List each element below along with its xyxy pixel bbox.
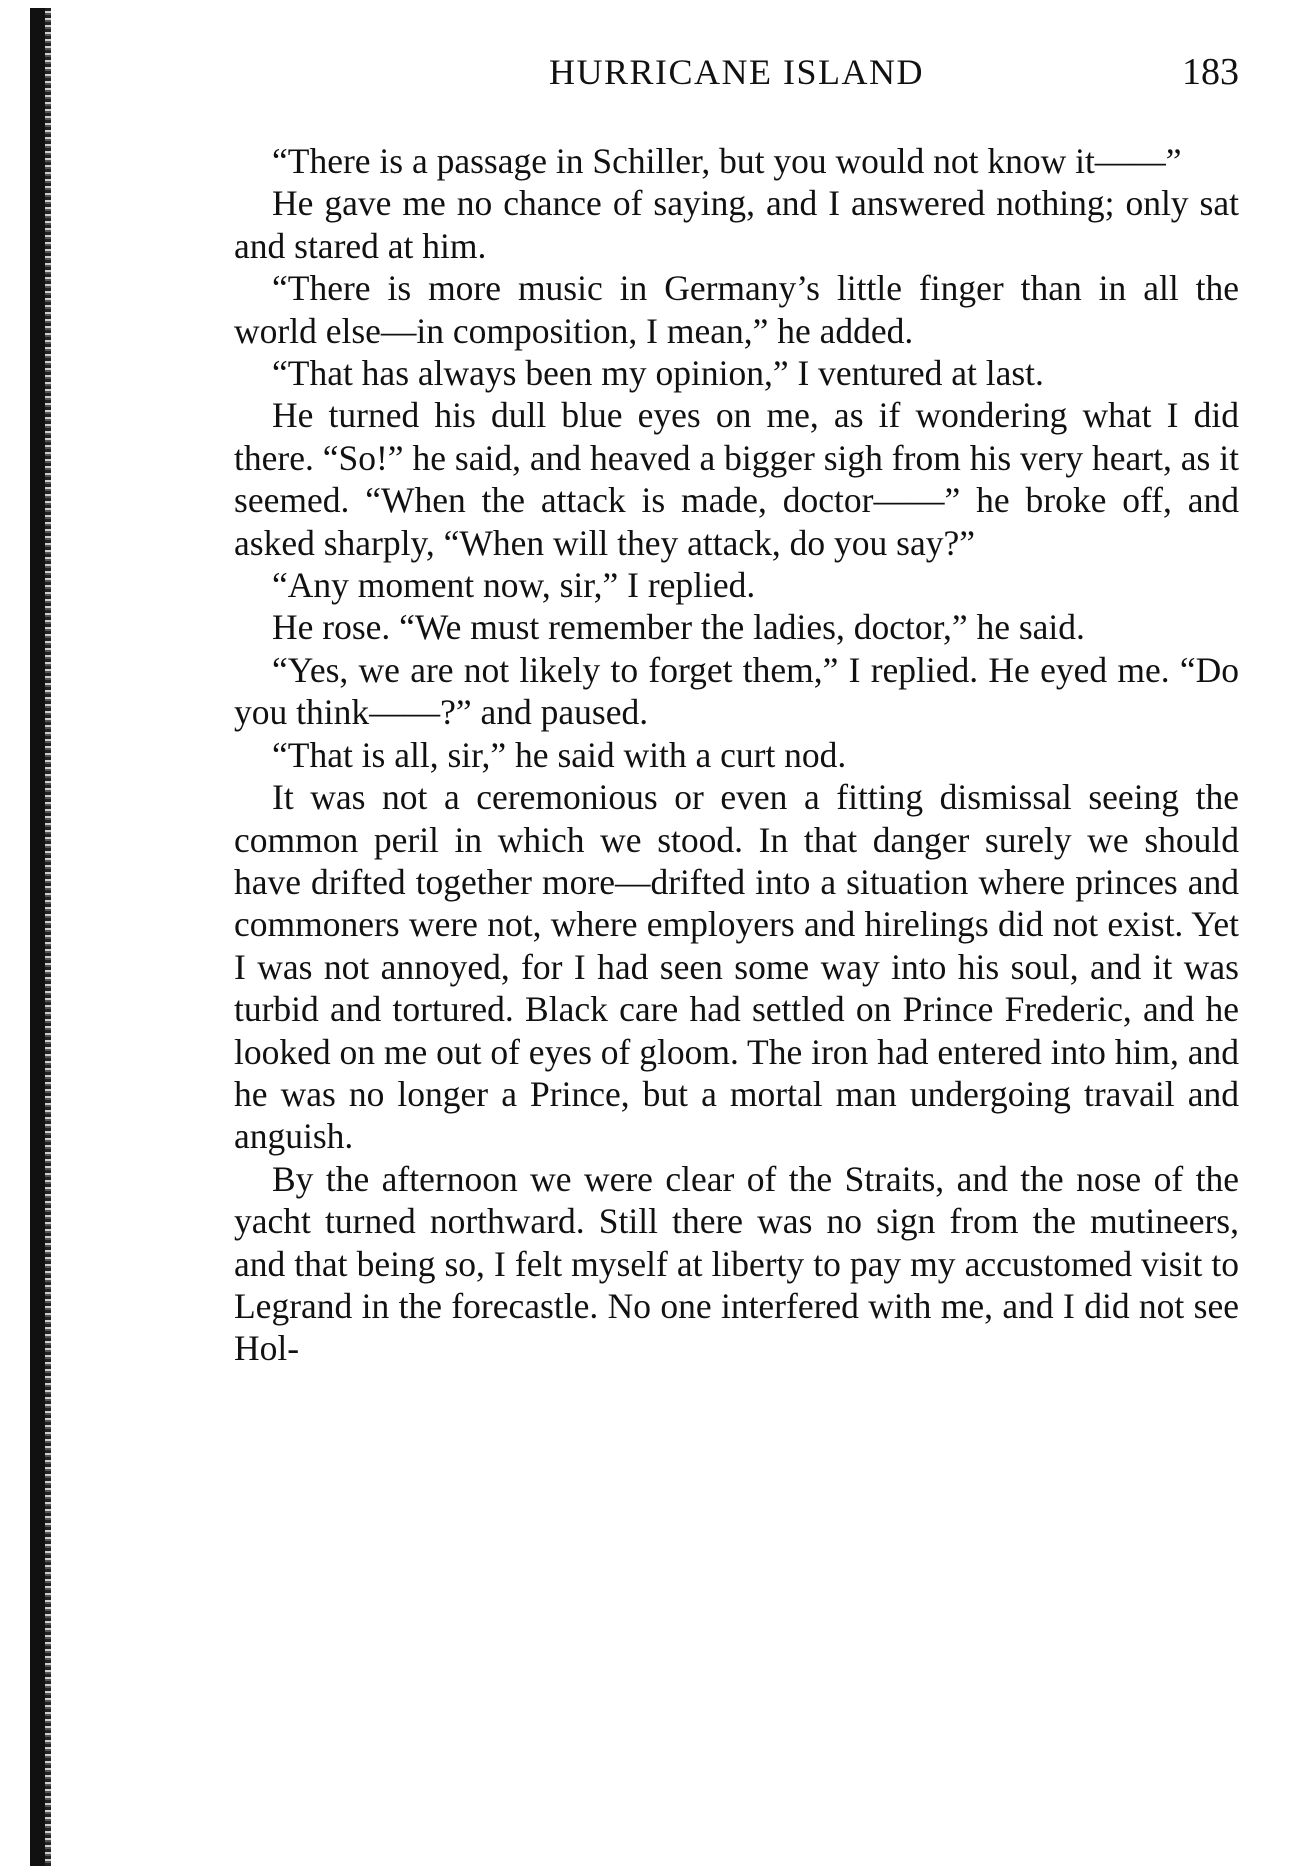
running-title: HURRICANE ISLAND <box>549 52 924 92</box>
paragraph: “Yes, we are not likely to forget them,” I replied. He eyed me. “Do you think——?” and paused. <box>234 649 1239 733</box>
book-binding-edge <box>45 8 51 1866</box>
page-header <box>234 52 1239 114</box>
paragraph: “That is all, sir,” he said with a curt nod. <box>272 734 847 775</box>
paragraph: By the afternoon we were clear of the Straits, and the nose of the yacht turned northward. Still there was no sign from the mutineers, and that being so, I felt myself at liberty to pay my accustomed visit to Legrand in the forecastle. No one interfered with me, and I did not see Hol- <box>234 1158 1239 1369</box>
body-text <box>234 140 1239 1370</box>
paragraph: He turned his dull blue eyes on me, as if wondering what I did there. “So!” he said, and heaved a bigger sigh from his very heart, as it seemed. “When the attack is made, doctor——” he broke off, and asked sharply, “When will they attack, do you say?” <box>234 395 1239 563</box>
paragraph: “That has always been my opinion,” I ventured at last. <box>272 353 1044 394</box>
paragraph: It was not a ceremonious or even a fitting dismissal seeing the common peril in which we stood. In that danger surely we should have drifted together more—drifted into a situation where princes and commoners were not, where employers and hirelings did not exist. Yet I was not annoyed, for I had seen some way into his soul, and it was turbid and tortured. Black care had settled on Prince Frederic, and he looked on me out of eyes of gloom. The iron had entered into him, and he was no longer a Prince, but a mortal man undergoing travail and anguish. <box>234 777 1239 1157</box>
page-number: 183 <box>1182 51 1239 93</box>
paragraph: He gave me no chance of saying, and I answered nothing; only sat and stared at him. <box>234 183 1239 266</box>
paragraph: He rose. “We must remember the ladies, doctor,” he said. <box>272 607 1085 648</box>
paragraph: “Any moment now, sir,” I replied. <box>272 565 756 606</box>
book-page <box>234 52 1239 1370</box>
paragraph: “There is more music in Germany’s little finger than in all the world else—in composition, I mean,” he added. <box>234 268 1239 351</box>
paragraph: “There is a passage in Schiller, but you would not know it——” <box>272 141 1182 181</box>
